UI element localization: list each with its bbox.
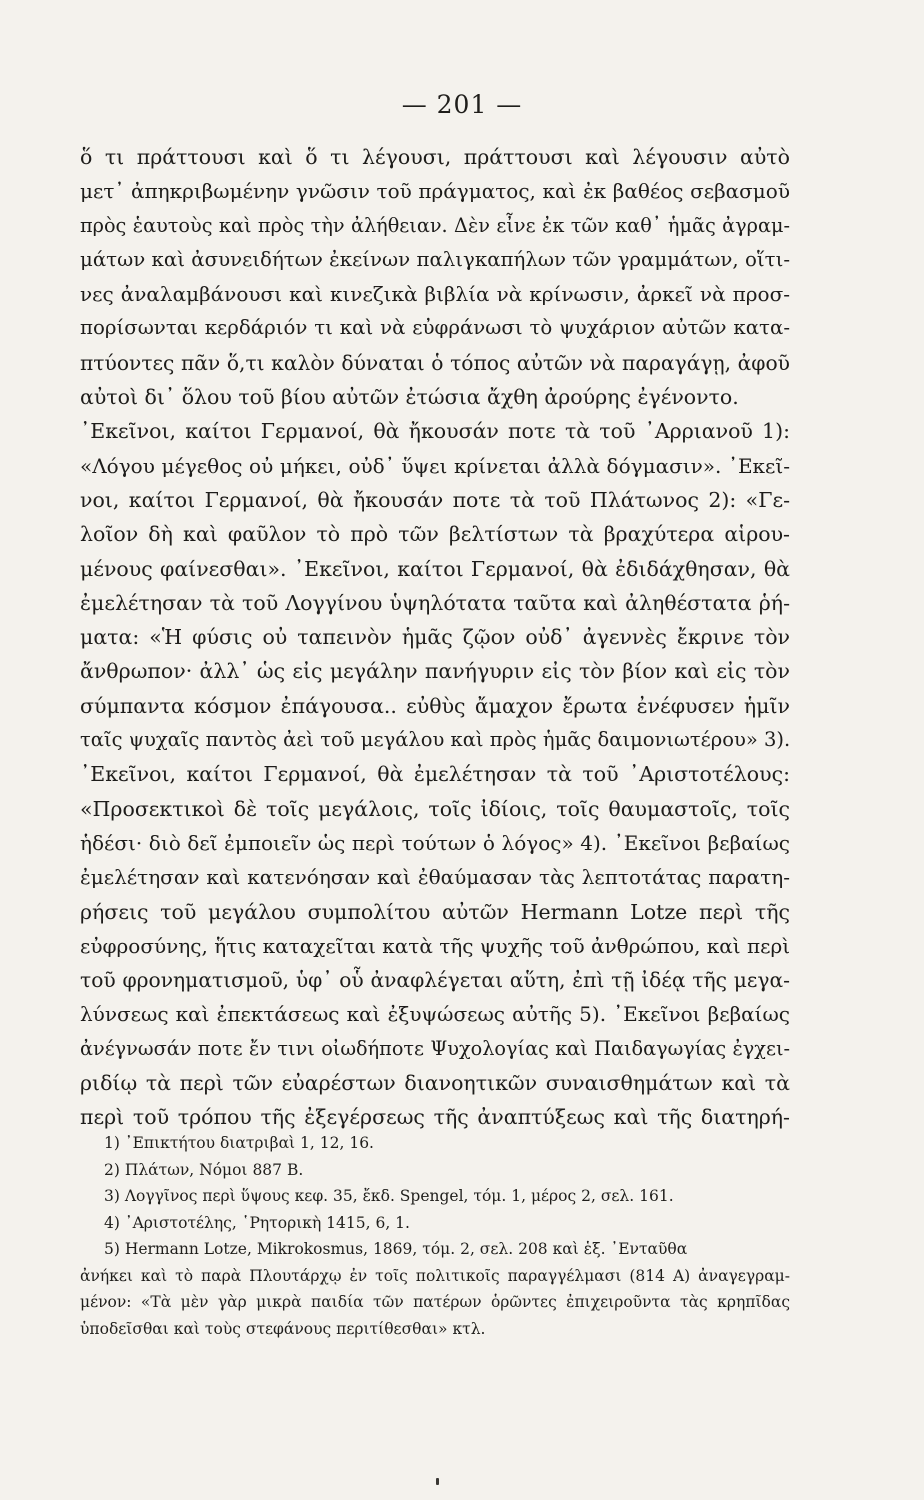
text-line: τοῦ φρονηματισμοῦ, ὑφ᾽ οὗ ἀναφλέγεται αὕτη, ἐπὶ τῇ ἰδέᾳ τῆς μεγα-: [80, 968, 790, 993]
footnote-5: 5) Hermann Lotze, Mikrokosmus, 1869, τόμ. 2, σελ. 208 καὶ ἑξ. ᾽Ενταῦθα: [104, 1240, 688, 1258]
text-line: νες ἀναλαμβάνουσι καὶ κινεζικὰ βιβλία νὰ κρίνωσιν, ἀρκεῖ νὰ προσ-: [80, 282, 790, 307]
text-line: μάτων καὶ ἀσυνειδήτων ἐκείνων παλιγκαπήλων τῶν γραμμάτων, οἵτι-: [80, 247, 790, 271]
text-line: νοι, καίτοι Γερμανοί, θὰ ἤκουσάν ποτε τὰ τοῦ Πλάτωνος 2): «Γε-: [80, 487, 790, 512]
text-line: μετ᾽ ἀπηκριβωμένην γνῶσιν τοῦ πράγματος, καὶ ἐκ βαθέος σεβασμοῦ: [80, 179, 790, 204]
text-line: ματα: «Ἡ φύσις οὐ ταπεινὸν ἡμᾶς ζῷον οὐδ᾽ ἀγεννὲς ἔκρινε τὸν: [80, 625, 790, 650]
text-line: περὶ τοῦ τρόπου τῆς ἐξεγέρσεως τῆς ἀναπτύξεως καὶ τῆς διατηρή-: [80, 1105, 790, 1130]
text-line: ἐμελέτησαν καὶ κατενόησαν καὶ ἐθαύμασαν τὰς λεπτοτάτας παρατη-: [80, 865, 790, 890]
footnote-3: 3) Λογγῖνος περὶ ὕψους κεφ. 35, ἔκδ. Spengel, τόμ. 1, μέρος 2, σελ. 161.: [104, 1187, 674, 1205]
text-line: ἀνέγνωσάν ποτε ἔν τινι οἰωδήποτε Ψυχολογίας καὶ Παιδαγωγίας ἐγχει-: [80, 1036, 790, 1060]
footnote-5-continued: ὑποδεῖσθαι καὶ τοὺς στεφάνους περιτίθεσθαι» κτλ.: [80, 1319, 486, 1338]
text-line: ἐμελέτησαν τὰ τοῦ Λογγίνου ὑψηλότατα ταῦτα καὶ ἀληθέστατα ῥή-: [80, 590, 790, 615]
text-line: ἡδέσι· διὸ δεῖ ἐμποιεῖν ὡς περὶ τούτων ὁ λόγος» 4). ᾽Εκεῖνοι βεβαίως: [80, 830, 790, 855]
text-line: ριδίῳ τὰ περὶ τῶν εὐαρέστων διανοητικῶν συναισθημάτων καὶ τὰ: [80, 1071, 790, 1096]
text-line: εὐφροσύνης, ἥτις καταχεῖται κατὰ τῆς ψυχῆς τοῦ ἀνθρώπου, καὶ περὶ: [80, 933, 790, 958]
text-line: μένους φαίνεσθαι». ᾽Εκεῖνοι, καίτοι Γερμανοί, θὰ ἐδιδάχθησαν, θὰ: [80, 556, 790, 581]
footnote-4: 4) ᾽Αριστοτέλης, ῾Ρητορικὴ 1415, 6, 1.: [104, 1213, 410, 1232]
text-line: λύνσεως καὶ ἐπεκτάσεως καὶ ἐξυψώσεως αὐτῆς 5). ᾽Εκεῖνοι βεβαίως: [80, 1002, 790, 1027]
text-line: ταῖς ψυχαῖς παντὸς ἀεὶ τοῦ μεγάλου καὶ πρὸς ἡμᾶς δαιμονιωτέρου» 3).: [80, 728, 790, 752]
text-line: πρὸς ἑαυτοὺς καὶ πρὸς τὴν ἀλήθειαν. Δὲν εἶνε ἐκ τῶν καθ᾽ ἡμᾶς ἀγραμ-: [80, 213, 790, 237]
text-line: λοῖον δὴ καὶ φαῦλον τὸ πρὸ τῶν βελτίστων τὰ βραχύτερα αἱρου-: [80, 522, 790, 547]
text-line: ᾽Εκεῖνοι, καίτοι Γερμανοί, θὰ ἐμελέτησαν τὰ τοῦ ᾽Αριστοτέλους:: [80, 762, 790, 787]
main-text: [80, 140, 790, 1135]
footnote-1: 1) ᾽Επικτήτου διατριβαὶ 1, 12, 16.: [104, 1134, 374, 1152]
text-line: «Λόγου μέγεθος οὐ μήκει, οὐδ᾽ ὕψει κρίνεται ἀλλὰ δόγμασιν». ᾽Εκεῖ-: [80, 453, 790, 478]
text-line: «Προσεκτικοὶ δὲ τοῖς μεγάλοις, τοῖς ἰδίοις, τοῖς θαυμαστοῖς, τοῖς: [80, 796, 790, 821]
text-line: ἄνθρωπον· ἀλλ᾽ ὡς εἰς μεγάλην πανήγυριν εἰς τὸν βίον καὶ εἰς τὸν: [80, 659, 790, 684]
page-number: — 201 —: [401, 90, 523, 119]
ink-mark: [436, 1478, 439, 1485]
text-line: ᾽Εκεῖνοι, καίτοι Γερμανοί, θὰ ἤκουσάν ποτε τὰ τοῦ ᾽Αρριανοῦ 1):: [80, 419, 790, 444]
text-line: σύμπαντα κόσμον ἐπάγουσα.. εὐθὺς ἄμαχον ἔρωτα ἐνέφυσεν ἡμῖν: [80, 693, 790, 718]
footnote-5-continued: μένον: «Τὰ μὲν γὰρ μικρὰ παιδία τῶν πατέρων ὁρῶντες ἐπιχειροῦντα τὰς κρηπῖδας: [80, 1293, 790, 1311]
text-line: αὐτοὶ δι᾽ ὅλου τοῦ βίου αὐτῶν ἐτώσια ἄχθη ἀρούρης ἐγένοντο.: [80, 385, 739, 410]
footnotes: [80, 1130, 790, 1342]
footnote-5-continued: ἀνήκει καὶ τὸ παρὰ Πλουτάρχῳ ἐν τοῖς πολιτικοῖς παραγγέλμασι (814 Α) ἀναγεγραμ-: [80, 1266, 790, 1285]
text-line: πτύοντες πᾶν ὅ,τι καλὸν δύναται ὁ τόπος αὐτῶν νὰ παραγάγῃ, ἀφοῦ: [80, 350, 790, 375]
text-line: ὅ τι πράττουσι καὶ ὅ τι λέγουσι, πράττουσι καὶ λέγουσιν αὐτὸ: [80, 145, 790, 169]
text-line: ρήσεις τοῦ μεγάλου συμπολίτου αὐτῶν Hermann Lotze περὶ τῆς: [80, 899, 790, 924]
footnote-2: 2) Πλάτων, Νόμοι 887 Β.: [104, 1160, 304, 1179]
text-line: πορίσωνται κερδάριόν τι καὶ νὰ εὐφράνωσι τὸ ψυχάριον αὐτῶν κατα-: [80, 316, 790, 340]
